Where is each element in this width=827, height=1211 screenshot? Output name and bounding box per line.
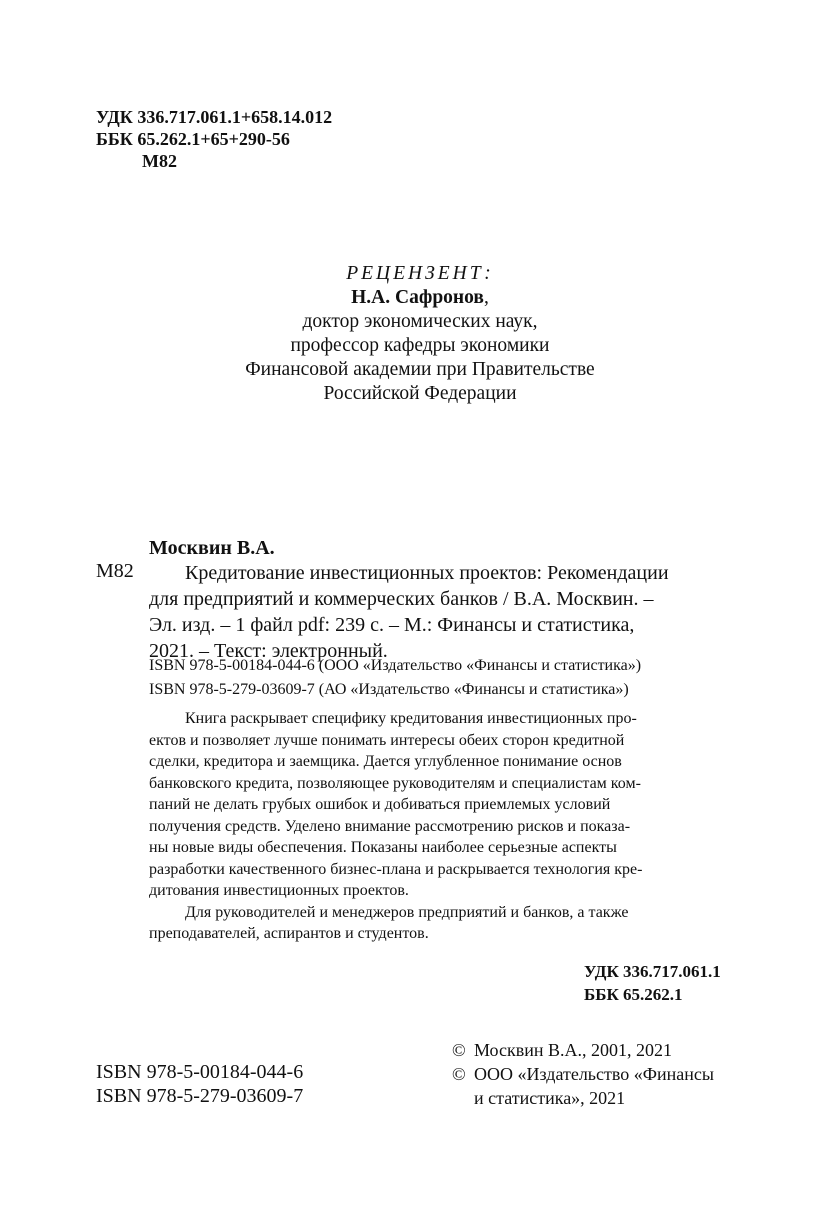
- reviewer-name: Н.А. Сафронов: [351, 287, 484, 308]
- reviewer-block: [100, 262, 740, 406]
- copyright-symbol: ©: [452, 1064, 466, 1084]
- isbn-2: ISBN 978-5-279-03609-7: [96, 1085, 304, 1107]
- isbn-1: ISBN 978-5-00184-044-6: [96, 1061, 304, 1083]
- annotation-line: дитования инвестиционных проектов.: [149, 882, 409, 899]
- udk-code: УДК 336.717.061.1+658.14.012: [96, 107, 333, 127]
- annotation-line: преподавателей, аспирантов и студентов.: [149, 925, 429, 942]
- book-author: Москвин В.А.: [149, 537, 275, 559]
- annotation-line: ектов и позволяет лучше понимать интересы обеих сторон кредитной: [149, 731, 625, 749]
- annotation-line: паний не делать грубых ошибок и добиваться приемлемых условий: [149, 796, 611, 813]
- footer-bbk: ББК 65.262.1: [584, 985, 683, 1004]
- annotation-line: сделки, кредитора и заемщика. Дается углубленное понимание основ: [149, 753, 622, 770]
- footer-udk: УДК 336.717.061.1: [584, 962, 721, 981]
- isbn-block: [96, 1060, 303, 1108]
- annotation-line: разработки качественного бизнес-плана и раскрывается технология кре-: [149, 860, 643, 878]
- description-line: для предприятий и коммерческих банков / В.А. Москвин. –: [149, 588, 654, 610]
- description-line: Эл. изд. – 1 файл pdf: 239 с. – М.: Финансы и статистика,: [149, 614, 635, 636]
- copyright-block: [452, 1038, 714, 1110]
- copyright-author: [452, 1038, 714, 1062]
- annotation: [149, 708, 745, 945]
- annotation-line: получения средств. Уделено внимание рассмотрению рисков и показа-: [149, 817, 631, 835]
- bibliographic-description: [149, 560, 749, 664]
- reviewer-name-line: [100, 286, 740, 310]
- reviewer-position: профессор кафедры экономики: [290, 335, 550, 356]
- isbn-publisher-2: ISBN 978-5-279-03609-7 (АО «Издательство «Финансы и статистика»): [149, 681, 629, 698]
- copyright-author-text: Москвин В.А., 2001, 2021: [474, 1040, 673, 1060]
- reviewer-institution: Финансовой академии при Правительстве: [245, 359, 595, 380]
- annotation-line: ны новые виды обеспечения. Показаны наиболее серьезные аспекты: [149, 839, 617, 856]
- isbn-publisher-1: ISBN 978-5-00184-044-6 (ООО «Издательство «Финансы и статистика»): [149, 657, 642, 674]
- annotation-line: банковского кредита, позволяющее руководителям и специалистам ком-: [149, 774, 641, 792]
- author-mark: М82: [142, 151, 177, 171]
- annotation-line: Для руководителей и менеджеров предприятий и банков, а также: [185, 903, 629, 921]
- copyright-publisher-text: ООО «Издательство «Финансы: [474, 1064, 714, 1084]
- bibliographic-mark: М82: [96, 560, 134, 582]
- copyright-publisher-cont: и статистика», 2021: [474, 1088, 626, 1108]
- classification-codes: [96, 106, 332, 172]
- reviewer-institution-cont: Российской Федерации: [323, 383, 517, 404]
- description-line: 2021. – Текст: электронный.: [149, 640, 388, 662]
- copyright-publisher: [452, 1062, 714, 1086]
- bbk-code: ББК 65.262.1+65+290-56: [96, 129, 290, 149]
- description-line: Кредитование инвестиционных проектов: Рекомендации: [185, 562, 669, 584]
- annotation-line: Книга раскрывает специфику кредитования инвестиционных про-: [185, 710, 637, 727]
- footer-classification: [584, 960, 721, 1006]
- reviewer-degree: доктор экономических наук,: [302, 311, 538, 332]
- copyright-symbol: ©: [452, 1040, 466, 1060]
- reviewer-label: РЕЦЕНЗЕНТ:: [346, 263, 494, 284]
- reviewer-name-suffix: ,: [483, 287, 489, 308]
